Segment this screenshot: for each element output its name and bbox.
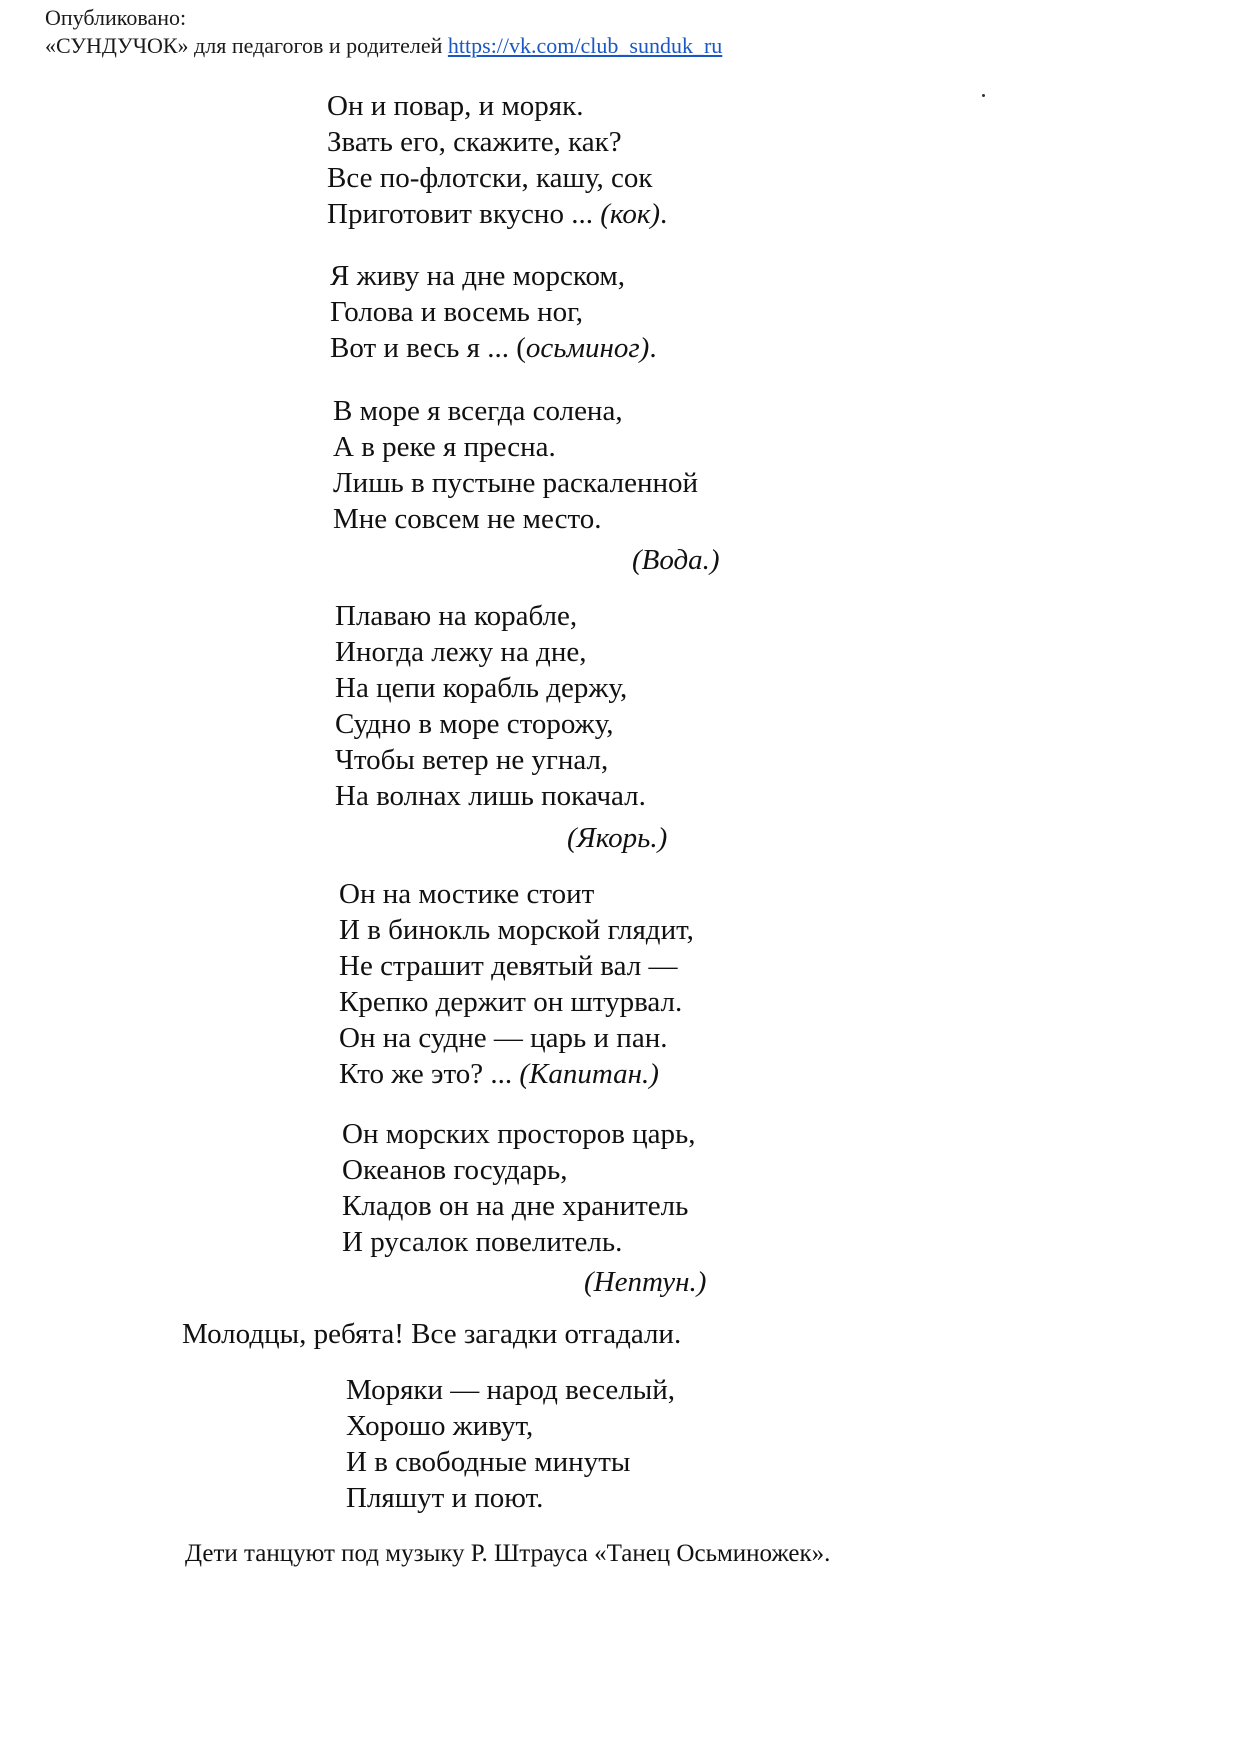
- riddle-answer: (Якорь.): [567, 822, 668, 854]
- riddle-line: И русалок повелитель.: [342, 1226, 623, 1258]
- praise-text: Молодцы, ребята! Все загадки отгадали.: [182, 1318, 682, 1350]
- riddle-line: Не страшит девятый вал —: [339, 950, 678, 982]
- riddle-answer: (Нептун.): [584, 1266, 707, 1298]
- riddle-anchor: [335, 598, 646, 814]
- verse-line: Пляшут и поют.: [346, 1482, 544, 1514]
- riddle-line: Чтобы ветер не угнал,: [335, 744, 609, 776]
- riddle-line: Иногда лежу на дне,: [335, 636, 587, 668]
- riddle-line: Все по-флотски, кашу, сок: [327, 162, 653, 194]
- scan-speck: [982, 94, 985, 97]
- riddle-line: Кто же это? ... (Капитан.): [339, 1058, 659, 1090]
- publisher-name: «СУНДУЧОК» для педагогов и родителей: [45, 33, 448, 58]
- verse-line: Моряки — народ веселый,: [346, 1374, 676, 1406]
- riddle-neptune: [342, 1116, 696, 1260]
- verse-line: И в свободные минуты: [346, 1446, 631, 1478]
- riddle-octopus: [330, 258, 657, 366]
- stage-note: Дети танцуют под музыку Р. Штрауса «Танец Осьминожек».: [185, 1540, 831, 1567]
- riddle-line: Звать его, скажите, как?: [327, 126, 622, 158]
- riddle-line: Крепко держит он штурвал.: [339, 986, 683, 1018]
- verse-line: Хорошо живут,: [346, 1410, 534, 1442]
- riddle-answer: осьминог): [525, 332, 650, 364]
- riddle-line: На волнах лишь покачал.: [335, 780, 646, 812]
- riddle-line: И в бинокль морской глядит,: [339, 914, 694, 946]
- riddle-cook: [327, 88, 667, 232]
- publisher-link[interactable]: https://vk.com/club_sunduk_ru: [447, 33, 723, 58]
- riddle-line: Океанов государь,: [342, 1154, 568, 1186]
- riddle-line: Он на судне — царь и пан.: [339, 1022, 668, 1054]
- riddle-answer: (Вода.): [632, 544, 720, 576]
- riddle-water: [333, 393, 698, 537]
- riddle-line: Плаваю на корабле,: [335, 600, 578, 632]
- riddle-line: Он морских просторов царь,: [342, 1118, 696, 1150]
- published-label: Опубликовано:: [45, 5, 187, 30]
- riddle-line: В море я всегда солена,: [333, 395, 623, 427]
- riddle-line: Я живу на дне морском,: [330, 260, 626, 292]
- riddle-line: На цепи корабль держу,: [335, 672, 628, 704]
- riddle-answer: (Капитан.): [519, 1058, 659, 1090]
- riddle-line: Приготовит вкусно ... (кок).: [327, 198, 668, 230]
- riddle-line: Кладов он на дне хранитель: [342, 1190, 689, 1222]
- riddle-line: Голова и восемь ног,: [330, 296, 584, 328]
- riddle-line: Вот и весь я ... (осьминог).: [330, 332, 657, 364]
- riddle-line: Он на мостике стоит: [339, 878, 595, 910]
- riddle-captain: [339, 876, 694, 1092]
- publisher-line: [45, 32, 722, 60]
- riddle-line: Лишь в пустыне раскаленной: [333, 467, 699, 499]
- final-verse: [346, 1372, 675, 1516]
- riddle-line: Он и повар, и моряк.: [327, 90, 584, 122]
- publication-header: [45, 4, 722, 60]
- riddle-line: А в реке я пресна.: [333, 431, 556, 463]
- riddle-line: Судно в море сторожу,: [335, 708, 614, 740]
- riddle-line: Мне совсем не место.: [333, 503, 602, 535]
- riddle-answer: (кок): [600, 198, 661, 230]
